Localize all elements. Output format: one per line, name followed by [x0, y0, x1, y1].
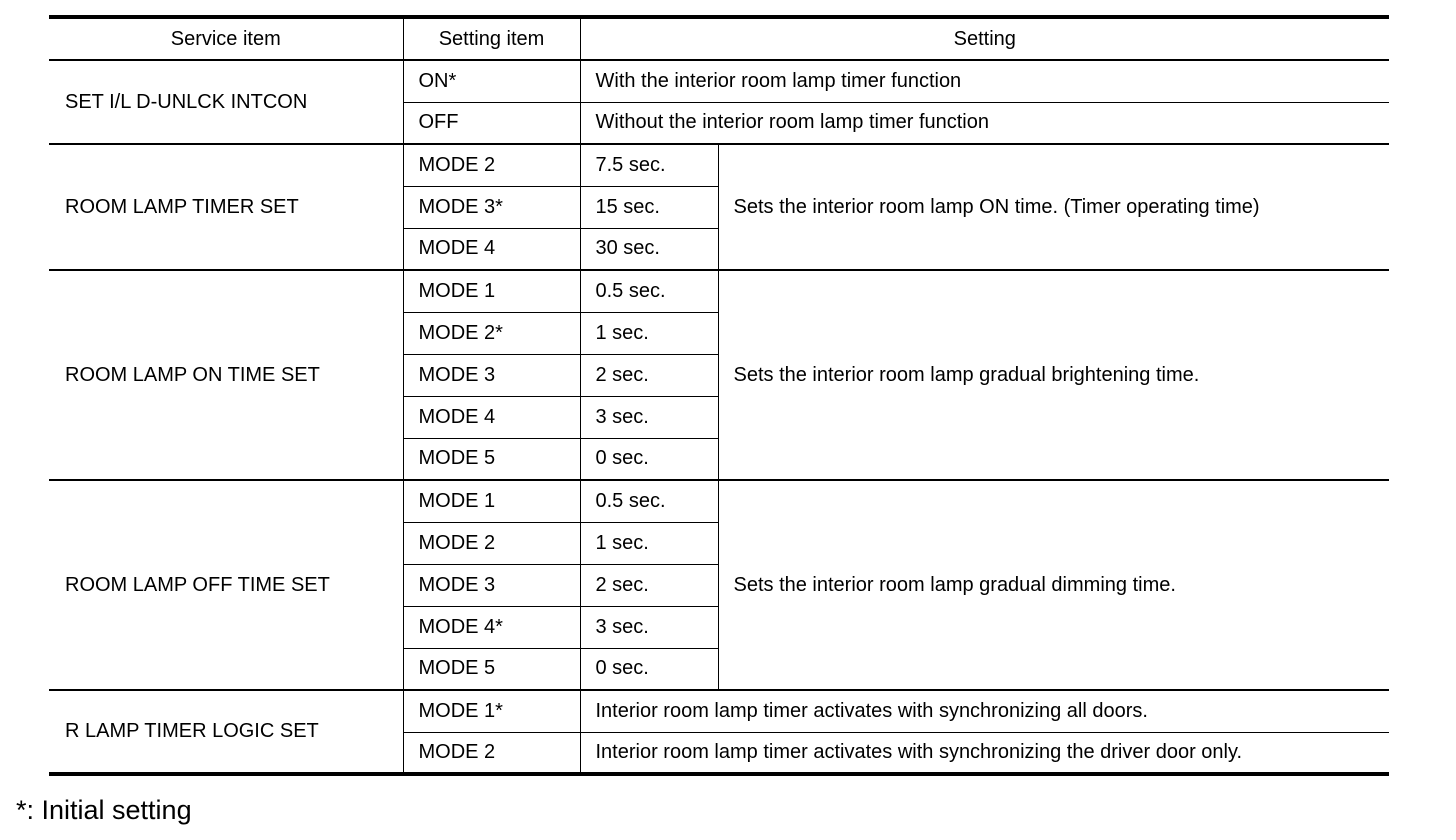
- setting-value: 1 sec.: [580, 522, 718, 564]
- setting-item: MODE 4: [403, 228, 580, 270]
- service-item-name: SET I/L D-UNLCK INTCON: [49, 60, 403, 144]
- service-item-name: ROOM LAMP TIMER SET: [49, 144, 403, 270]
- setting-item: ON*: [403, 60, 580, 102]
- setting-text: Without the interior room lamp timer function: [580, 102, 1389, 144]
- setting-text: With the interior room lamp timer function: [580, 60, 1389, 102]
- setting-value: 30 sec.: [580, 228, 718, 270]
- service-item-name: ROOM LAMP ON TIME SET: [49, 270, 403, 480]
- setting-item: MODE 2: [403, 144, 580, 186]
- setting-item: OFF: [403, 102, 580, 144]
- setting-item: MODE 3: [403, 564, 580, 606]
- setting-value: 0.5 sec.: [580, 480, 718, 522]
- header-service-item: Service item: [49, 17, 403, 60]
- setting-item: MODE 3: [403, 354, 580, 396]
- setting-value: 15 sec.: [580, 186, 718, 228]
- setting-item: MODE 1: [403, 270, 580, 312]
- setting-value: 0 sec.: [580, 438, 718, 480]
- setting-value: 2 sec.: [580, 354, 718, 396]
- setting-value: 3 sec.: [580, 606, 718, 648]
- service-item-name: R LAMP TIMER LOGIC SET: [49, 690, 403, 774]
- table-row: [49, 60, 1389, 102]
- header-setting: Setting: [580, 17, 1389, 60]
- table-row: [49, 480, 1389, 522]
- setting-item: MODE 4: [403, 396, 580, 438]
- setting-description: Sets the interior room lamp gradual dimming time.: [718, 480, 1389, 690]
- setting-description: Sets the interior room lamp ON time. (Timer operating time): [718, 144, 1389, 270]
- table-row: [49, 144, 1389, 186]
- header-row: [49, 17, 1389, 60]
- footnote: *: Initial setting: [16, 795, 192, 825]
- setting-item: MODE 2: [403, 522, 580, 564]
- service-item-name: ROOM LAMP OFF TIME SET: [49, 480, 403, 690]
- setting-value: 1 sec.: [580, 312, 718, 354]
- setting-item: MODE 5: [403, 648, 580, 690]
- setting-item: MODE 5: [403, 438, 580, 480]
- setting-item: MODE 4*: [403, 606, 580, 648]
- setting-item: MODE 2: [403, 732, 580, 774]
- table-row: [49, 270, 1389, 312]
- setting-value: 3 sec.: [580, 396, 718, 438]
- header-setting-item: Setting item: [403, 17, 580, 60]
- setting-text: Interior room lamp timer activates with synchronizing all doors.: [580, 690, 1389, 732]
- setting-value: 0 sec.: [580, 648, 718, 690]
- setting-value: 2 sec.: [580, 564, 718, 606]
- service-settings-table: [49, 15, 1389, 776]
- setting-text: Interior room lamp timer activates with synchronizing the driver door only.: [580, 732, 1389, 774]
- setting-item: MODE 1*: [403, 690, 580, 732]
- setting-value: 7.5 sec.: [580, 144, 718, 186]
- setting-description: Sets the interior room lamp gradual brightening time.: [718, 270, 1389, 480]
- table-row: [49, 690, 1389, 732]
- setting-item: MODE 3*: [403, 186, 580, 228]
- setting-item: MODE 2*: [403, 312, 580, 354]
- setting-value: 0.5 sec.: [580, 270, 718, 312]
- setting-item: MODE 1: [403, 480, 580, 522]
